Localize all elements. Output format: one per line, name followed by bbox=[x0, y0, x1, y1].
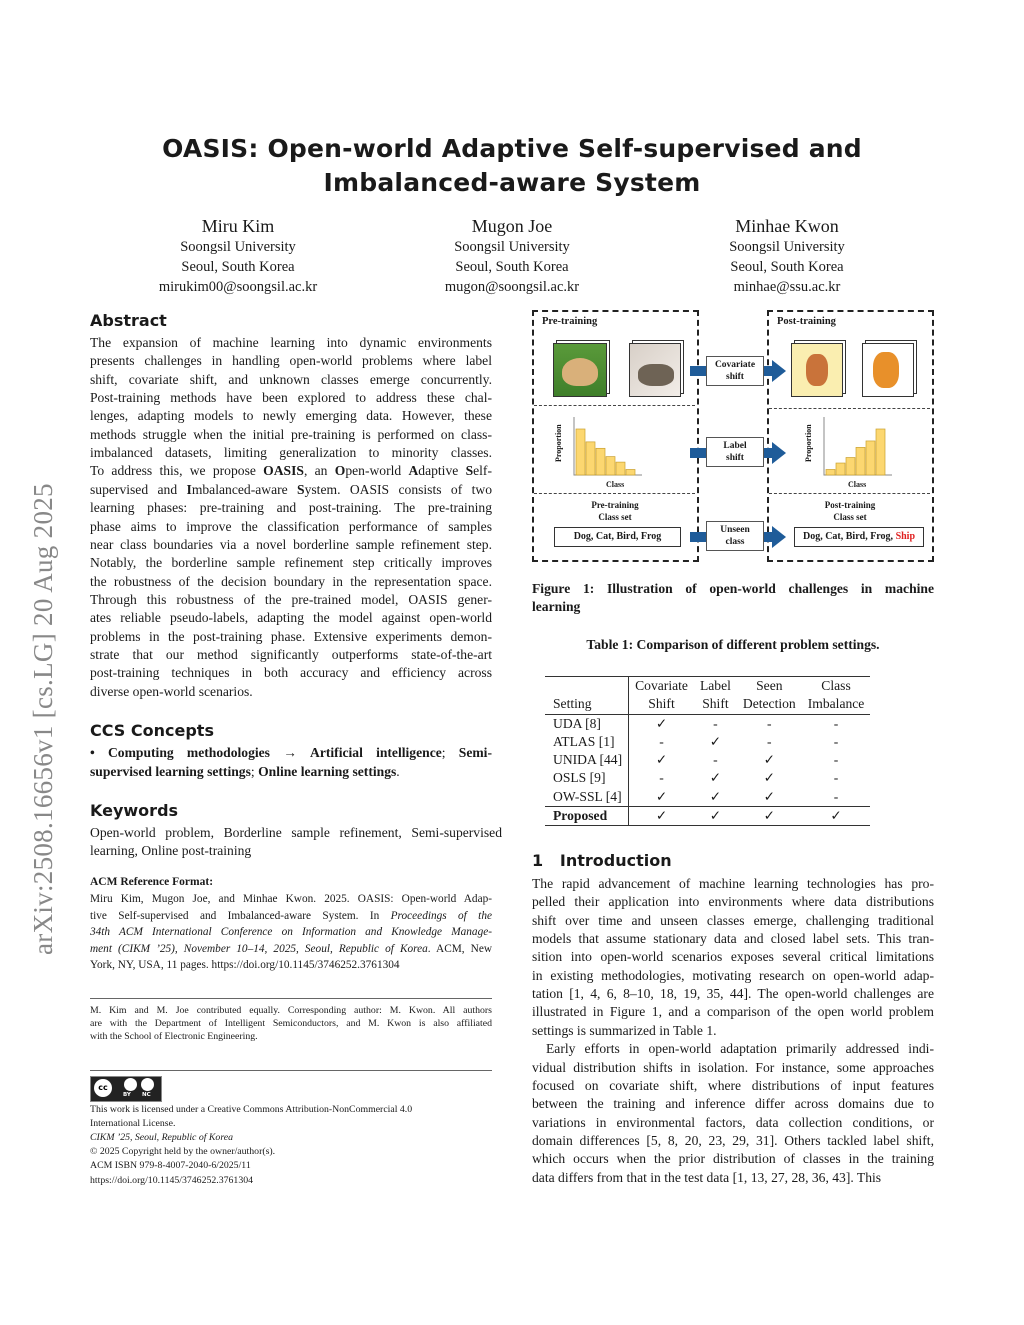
divider bbox=[534, 493, 695, 494]
comparison-table bbox=[545, 676, 870, 826]
text-span: ; bbox=[250, 763, 259, 779]
text-line: https://doi.org/10.1145/3746252.3761304 bbox=[90, 1174, 254, 1186]
bold-text: Artificial intelligence bbox=[310, 745, 442, 760]
table-cell: ✓ bbox=[655, 715, 668, 731]
bold-text: supervised learning settings bbox=[90, 763, 251, 779]
text-line: are with the Department of Intelligent Semiconductors, and M. Kwon is also affiliated bbox=[90, 1018, 492, 1030]
table-row bbox=[545, 751, 870, 769]
chart-bar bbox=[826, 469, 835, 475]
table-cell: - bbox=[833, 788, 839, 804]
text-line: ACM ISBN 979-8-4007-2040-6/2025/11 bbox=[90, 1160, 251, 1172]
pre-training-label: Pre-training bbox=[542, 316, 598, 327]
column-header: Shift bbox=[629, 695, 694, 714]
text-line: diverse open-world scenarios. bbox=[90, 683, 253, 699]
arxiv-identifier: arXiv:2508.16656v1 [cs.LG] 20 Aug 2025 bbox=[28, 483, 58, 955]
setting-cell: UDA [8] bbox=[545, 714, 629, 733]
text-line: York, NY, USA, 11 pages. https://doi.org/10.1145/3746252.3761304 bbox=[90, 959, 400, 972]
chart-bar bbox=[586, 442, 595, 475]
text-line: learning phases: pre-training and post-training. The pre-training bbox=[90, 500, 492, 516]
table-header-row bbox=[545, 695, 870, 714]
text-line: This work is licensed under a Creative Commons Attribution-NonCommercial 4.0 bbox=[90, 1104, 413, 1115]
table-cell: - bbox=[833, 752, 839, 768]
text-span: tive Self-supervised and Imbalanced-aware System. In bbox=[90, 909, 391, 922]
chart-bar bbox=[616, 462, 625, 475]
text-line: tation [1, 4, 6, 8–10, 18, 19, 35, 44]. The open-world challenges are bbox=[532, 986, 934, 1002]
text-line: with the School of Electronic Engineering. bbox=[90, 1031, 258, 1043]
author-email[interactable]: mirukim00@soongsil.ac.kr bbox=[158, 279, 318, 295]
text-line: International License. bbox=[90, 1118, 176, 1130]
cartoon-cat-image bbox=[862, 343, 914, 397]
text-line: © 2025 Copyright held by the owner/author(s). bbox=[90, 1146, 276, 1158]
setting-cell: Proposed bbox=[545, 807, 629, 826]
text-line: the robustness of the decision boundary in the representation space. bbox=[90, 573, 492, 589]
column-header: Detection bbox=[737, 695, 802, 714]
text-line: focused on covariate shift, where distributions of input features bbox=[532, 1077, 934, 1093]
text-line bbox=[90, 943, 492, 955]
bold-text: Online learning settings bbox=[258, 763, 397, 779]
text-line: phase aims to improve the classification performance of samples bbox=[90, 518, 492, 534]
setting-cell: OSLS [9] bbox=[545, 769, 629, 787]
table-cell: ✓ bbox=[709, 788, 722, 804]
table-cell: - bbox=[767, 733, 772, 749]
chart-bar bbox=[596, 448, 605, 475]
chart-bar bbox=[876, 429, 885, 475]
table-cell: - bbox=[833, 733, 839, 749]
divider bbox=[769, 408, 930, 409]
text-line bbox=[90, 463, 492, 479]
table-header-row bbox=[545, 677, 870, 696]
column-header bbox=[545, 677, 629, 696]
text-line: domain differences [5, 8, 20, 23, 29, 31]. Others tackled label shift, bbox=[532, 1132, 934, 1148]
chart-bar bbox=[606, 457, 615, 475]
author-name: Miru Kim bbox=[201, 216, 275, 236]
text-line: settings is summarized in Table 1. bbox=[532, 1022, 717, 1038]
table-cell: ✓ bbox=[655, 788, 668, 804]
text-line: models that assume stationary data and closed label sets. This tran- bbox=[532, 931, 934, 947]
text-line: Post-training methods have been explored to address these chal- bbox=[90, 390, 492, 406]
text-span: . bbox=[396, 763, 400, 779]
text-span: To address this, we propose bbox=[90, 463, 264, 479]
text-span: ystem. OASIS consists of two bbox=[304, 481, 492, 497]
column-header: Imbalance bbox=[802, 695, 871, 714]
text-line: ates reliable pseudo-labels, adapting the model against open-world bbox=[90, 610, 492, 626]
divider bbox=[769, 493, 930, 494]
author-block bbox=[392, 215, 632, 297]
text-line: lenges, adapting models to newly emerging data. However, these bbox=[90, 408, 492, 424]
text-line bbox=[90, 1132, 492, 1143]
cc-icon: cc bbox=[94, 1079, 112, 1097]
post-class-list: Dog, Cat, Bird, Frog, Ship bbox=[794, 527, 924, 547]
setting-cell: OW-SSL [4] bbox=[545, 788, 629, 807]
figure-caption: Figure 1: Illustration of open-world challenges in machine learning bbox=[532, 581, 934, 615]
pre-class-list: Dog, Cat, Bird, Frog bbox=[554, 527, 681, 547]
text-span: . ACM, New bbox=[427, 942, 493, 955]
table-cell: - bbox=[767, 715, 772, 731]
italic-text: 34th ACM International Conference on Information and Knowledge Manage- bbox=[90, 926, 492, 939]
table-cell: ✓ bbox=[763, 788, 775, 804]
author-name: Minhae Kwon bbox=[735, 216, 839, 236]
bold-text: O bbox=[334, 463, 346, 479]
cat-photo bbox=[629, 343, 681, 397]
x-axis-label: Class bbox=[848, 480, 867, 489]
italic-text: ment (CIKM ’25), November 10–14, 2025, Seoul, Republic of Korea bbox=[90, 942, 428, 955]
text-line: learning, Online post-training bbox=[90, 843, 252, 859]
text-line: in existing methodologies, motivating research on open-world adap- bbox=[532, 967, 934, 983]
x-axis-label: Class bbox=[606, 480, 625, 489]
table-cell: - bbox=[833, 770, 839, 786]
table-row bbox=[545, 788, 870, 807]
text-line: pelled their application into environments where data distributions bbox=[532, 894, 934, 910]
text-span: , an bbox=[303, 463, 335, 479]
column-header: Class bbox=[821, 678, 851, 693]
bold-text: OASIS bbox=[263, 463, 304, 479]
text-line: The rapid advancement of machine learning technologies has pro- bbox=[532, 876, 934, 891]
text-line: The expansion of machine learning into dynamic environments bbox=[90, 335, 492, 350]
text-line: near class boundaries via a novel borderline sample refinement step. bbox=[90, 536, 492, 552]
text-span: daptive bbox=[418, 463, 466, 479]
text-line: shift, covariate shift, and unknown classes emerge concurrently. bbox=[90, 371, 492, 387]
label-shift-box: Label shift bbox=[706, 437, 764, 467]
text-span: elf- bbox=[473, 463, 492, 479]
table-cell: ✓ bbox=[763, 770, 775, 786]
pre-training-class-distribution-chart bbox=[562, 415, 662, 485]
text-line: M. Kim and M. Joe contributed equally. Corresponding author: M. Kwon. All authors bbox=[90, 1005, 492, 1016]
author-location: Seoul, South Korea bbox=[730, 259, 844, 275]
chart-bar bbox=[836, 463, 845, 475]
introduction-heading: 1 Introduction bbox=[532, 851, 672, 870]
text-line: which occurs when the prior distribution of classes in the training bbox=[532, 1151, 934, 1167]
italic-text: CIKM ’25, Seoul, Republic of Korea bbox=[90, 1132, 234, 1144]
table-cell: - bbox=[713, 752, 718, 768]
by-person-icon bbox=[124, 1078, 137, 1091]
author-affiliation: Soongsil University bbox=[180, 239, 296, 255]
cartoon-dog-image bbox=[791, 343, 843, 397]
divider bbox=[534, 405, 695, 406]
acm-ref-heading: ACM Reference Format: bbox=[90, 876, 214, 888]
nc-label: NC bbox=[142, 1092, 151, 1098]
author-affiliation: Soongsil University bbox=[454, 239, 570, 255]
covariate-shift-box: Covariate shift bbox=[706, 356, 764, 386]
table-row bbox=[545, 807, 870, 826]
figure-1 bbox=[532, 310, 934, 562]
arrow-right-icon bbox=[772, 360, 786, 382]
text-line: sition into open-world scenarios exposes several critical limitations bbox=[532, 949, 934, 965]
text-line: Notably, the borderline sample refinement step critically improves bbox=[90, 555, 492, 571]
post-training-class-distribution-chart bbox=[812, 415, 912, 485]
post-training-label: Post-training bbox=[777, 316, 836, 327]
text-line: shift over time and unseen classes emerge, challenging traditional bbox=[532, 912, 934, 928]
column-header: Label bbox=[699, 678, 731, 693]
text-span: → bbox=[269, 745, 311, 760]
table-cell: ✓ bbox=[709, 770, 722, 786]
bold-text: I bbox=[186, 481, 192, 497]
unseen-class-box: Unseen class bbox=[706, 521, 764, 551]
text-line bbox=[90, 482, 492, 498]
text-span: pen-world bbox=[345, 463, 409, 479]
post-classset-label: Post-training Class set bbox=[824, 500, 876, 522]
text-line: vidual distribution shifts in isolation. For instance, some approaches bbox=[532, 1059, 934, 1075]
table-cell: ✓ bbox=[629, 807, 694, 826]
author-email[interactable]: minhae@ssu.ac.kr bbox=[733, 279, 841, 295]
text-line: between the training and inference differ across domains due to bbox=[532, 1096, 934, 1112]
column-header: Shift bbox=[694, 695, 737, 714]
text-line: imbalanced datasets, limiting generalization to minority classes. bbox=[90, 445, 492, 461]
bold-text: A bbox=[408, 463, 419, 479]
text-line bbox=[90, 926, 492, 938]
column-header: Seen bbox=[756, 678, 783, 693]
bold-text: Semi- bbox=[458, 745, 492, 760]
text-line: presents challenges in handling open-world problems where label bbox=[90, 353, 492, 369]
text-span: ; bbox=[441, 745, 459, 760]
text-line: data differs from that in the test data [1, 13, 27, 28, 36, 43]. This bbox=[532, 1169, 882, 1185]
text-line: Open-world problem, Borderline sample refinement, Semi-supervised bbox=[90, 825, 502, 840]
license-rule bbox=[90, 1070, 492, 1071]
text-line: illustrated in Figure 1, and a comparison of the open world problem bbox=[532, 1004, 934, 1020]
table-caption: Table 1: Comparison of different problem settings. bbox=[586, 637, 880, 652]
y-axis-label: Proportion bbox=[554, 424, 563, 462]
bold-text: S bbox=[297, 481, 305, 497]
by-label: BY bbox=[123, 1092, 131, 1098]
table-cell: ✓ bbox=[737, 807, 802, 826]
author-block bbox=[118, 215, 358, 297]
text-span: supervised and bbox=[90, 481, 187, 497]
chart-bar bbox=[626, 469, 635, 475]
text-line: strate that our method significantly outperforms state-of-the-art bbox=[90, 646, 492, 662]
text-line: Through this robustness of the pre-trained model, OASIS gener- bbox=[90, 591, 492, 607]
setting-cell: UNIDA [44] bbox=[545, 751, 629, 769]
author-email[interactable]: mugon@soongsil.ac.kr bbox=[444, 279, 580, 295]
author-name: Mugon Joe bbox=[471, 216, 553, 236]
text-line bbox=[90, 745, 492, 761]
column-header: Covariate bbox=[635, 678, 688, 693]
nc-dollar-icon bbox=[141, 1078, 154, 1091]
setting-cell: ATLAS [1] bbox=[545, 733, 629, 751]
paper-title-line-2: Imbalanced-aware System bbox=[323, 168, 701, 197]
chart-bar bbox=[856, 447, 865, 475]
column-header: Setting bbox=[545, 695, 629, 714]
chart-bar bbox=[846, 458, 855, 475]
table-cell: - bbox=[659, 770, 664, 786]
table-cell: ✓ bbox=[763, 752, 775, 768]
chart-bar bbox=[866, 441, 875, 475]
text-line: Early efforts in open-world adaptation primarily addressed indi- bbox=[546, 1041, 934, 1057]
text-line: methods struggle when the initial pre-training is performed on class- bbox=[90, 426, 492, 442]
table-row bbox=[545, 769, 870, 787]
italic-text: Proceedings of the bbox=[390, 909, 492, 922]
text-line bbox=[90, 910, 492, 922]
footnote-rule bbox=[90, 998, 492, 999]
bold-text: • Computing methodologies bbox=[90, 745, 270, 760]
ccs-heading: CCS Concepts bbox=[90, 721, 214, 740]
dog-photo bbox=[553, 343, 607, 397]
table-cell: ✓ bbox=[802, 807, 871, 826]
text-line: Miru Kim, Mugon Joe, and Minhae Kwon. 2025. OASIS: Open-world Adap- bbox=[90, 893, 492, 905]
text-line bbox=[90, 764, 492, 780]
abstract-heading: Abstract bbox=[90, 311, 167, 330]
text-line: problems in the post-training phase. Extensive experiments demon- bbox=[90, 628, 492, 644]
text-line: variations in environmental factors, data collection conditions, or bbox=[532, 1114, 934, 1130]
y-axis-label: Proportion bbox=[804, 424, 813, 462]
author-affiliation: Soongsil University bbox=[729, 239, 845, 255]
table-cell: - bbox=[713, 715, 718, 731]
author-location: Seoul, South Korea bbox=[455, 259, 569, 275]
bold-text: S bbox=[465, 463, 474, 479]
table-cell: ✓ bbox=[709, 733, 722, 749]
author-block bbox=[667, 215, 907, 297]
table-row bbox=[545, 733, 870, 751]
arrow-right-icon bbox=[772, 442, 786, 464]
table-row bbox=[545, 714, 870, 733]
creative-commons-badge[interactable] bbox=[90, 1076, 162, 1102]
text-line: post-training techniques in both accuracy and efficiency across bbox=[90, 665, 492, 681]
keywords-heading: Keywords bbox=[90, 801, 179, 820]
paper-title-line-1: OASIS: Open-world Adaptive Self-supervised and bbox=[162, 134, 862, 163]
author-location: Seoul, South Korea bbox=[181, 259, 295, 275]
table-cell: - bbox=[659, 733, 664, 749]
table-cell: ✓ bbox=[655, 752, 668, 768]
arrow-right-icon bbox=[772, 526, 786, 548]
pre-classset-label: Pre-training Class set bbox=[591, 500, 639, 522]
text-span: mbalanced-aware bbox=[191, 481, 298, 497]
chart-bar bbox=[576, 429, 585, 475]
table-cell: ✓ bbox=[694, 807, 737, 826]
table-cell: - bbox=[833, 715, 839, 731]
